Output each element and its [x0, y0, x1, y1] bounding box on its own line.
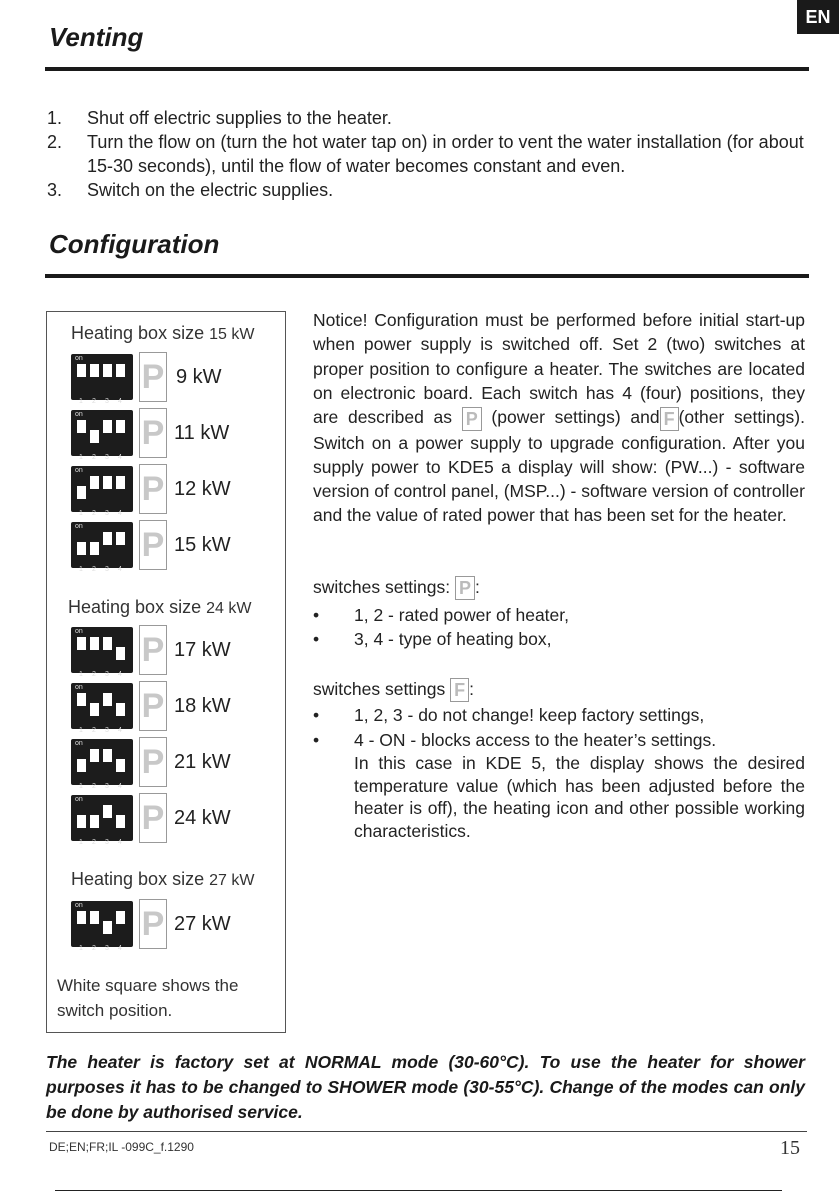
power-label: 11 kW [174, 422, 230, 444]
dip-lever [90, 532, 99, 555]
venting-rule [45, 67, 809, 71]
dip-lever-off [103, 377, 112, 387]
dip-number: 4 [118, 839, 122, 846]
dip-lever [103, 476, 112, 499]
dip-lever-off [103, 762, 112, 772]
dip-lever-off [90, 489, 99, 499]
dip-on-label: on [75, 411, 83, 418]
p-marker-icon: P [139, 464, 167, 514]
dip-number: 2 [92, 727, 96, 734]
dip-number: 1 [79, 671, 83, 678]
f-marker-icon: F [660, 407, 679, 431]
box-note: White square shows the switch position. [57, 976, 239, 1020]
dip-number: 1 [79, 783, 83, 790]
dip-lever [77, 476, 86, 499]
dip-number: 3 [105, 454, 109, 461]
f-bullet-2: • 4 - ON - blocks access to the heater’s settings. [313, 730, 717, 750]
power-label: 21 kW [174, 751, 231, 773]
dip-number: 1 [79, 510, 83, 517]
switch-config-box [46, 311, 286, 1033]
dip-lever [116, 637, 125, 660]
dip-lever [77, 911, 86, 934]
dip-on-label: on [75, 796, 83, 803]
dip-number: 2 [92, 454, 96, 461]
dip-lever-off [77, 924, 86, 934]
power-label: 24 kW [174, 807, 231, 829]
dip-lever-off [90, 377, 99, 387]
dip-lever [77, 749, 86, 772]
p-marker-icon: P [455, 576, 475, 600]
p-marker-icon: P [139, 681, 167, 731]
dip-lever-on [116, 749, 125, 759]
dip-lever [90, 420, 99, 443]
dip-lever-off [103, 433, 112, 443]
dip-on-label: on [75, 740, 83, 747]
dip-lever [90, 805, 99, 828]
venting-step-2 [47, 130, 807, 178]
dip-lever [103, 911, 112, 934]
dip-number: 1 [79, 454, 83, 461]
dip-lever-on [77, 749, 86, 759]
dip-on-label: on [75, 628, 83, 635]
dip-number: 1 [79, 839, 83, 846]
dip-number: 1 [79, 566, 83, 573]
p-marker-icon: P [139, 408, 167, 458]
dip-lever-off [116, 433, 125, 443]
p-marker-icon: P [139, 899, 167, 949]
dip-lever-off [77, 377, 86, 387]
switch-row [71, 466, 271, 516]
dip-lever-on [116, 805, 125, 815]
page-number: 15 [780, 1137, 800, 1159]
dip-lever-on [116, 637, 125, 647]
dip-lever [90, 693, 99, 716]
dip-switch-icon [71, 683, 133, 734]
p-marker-icon: P [462, 407, 482, 431]
dip-lever [90, 637, 99, 660]
dip-lever [103, 532, 112, 555]
dip-number: 1 [79, 945, 83, 952]
dip-switch-icon [71, 739, 133, 790]
dip-lever-off [116, 489, 125, 499]
dip-lever [103, 420, 112, 443]
dip-lever [90, 364, 99, 387]
dip-lever [103, 749, 112, 772]
dip-number: 1 [79, 727, 83, 734]
dip-number: 3 [105, 510, 109, 517]
p-settings-heading: switches settings: P : [313, 577, 480, 599]
switch-row [71, 901, 271, 951]
dip-switch-icon [71, 795, 133, 846]
dip-lever [116, 911, 125, 934]
dip-number: 4 [118, 945, 122, 952]
dip-number: 4 [118, 454, 122, 461]
p-bullet-2: • 3, 4 - type of heating box, [313, 629, 552, 649]
footer-rule [46, 1131, 807, 1132]
dip-lever [77, 637, 86, 660]
dip-lever-off [90, 650, 99, 660]
language-badge: EN [797, 0, 839, 34]
dip-lever [103, 805, 112, 828]
p-marker-icon: P [139, 625, 167, 675]
dip-lever [116, 364, 125, 387]
venting-title: Venting [49, 22, 144, 52]
dip-lever-off [116, 924, 125, 934]
switch-row [71, 410, 271, 460]
dip-number: 2 [92, 783, 96, 790]
dip-number: 3 [105, 727, 109, 734]
dip-lever [77, 693, 86, 716]
dip-lever [116, 420, 125, 443]
dip-lever-on [77, 476, 86, 486]
step-number: 1. [47, 108, 63, 128]
step-text: Shut off electric supplies to the heater. [87, 108, 392, 128]
power-label: 18 kW [174, 695, 231, 717]
dip-lever [77, 420, 86, 443]
dip-lever-off [103, 818, 112, 828]
dip-number: 4 [118, 671, 122, 678]
dip-lever-off [116, 545, 125, 555]
switch-row [71, 627, 271, 677]
step-text: Switch on the electric supplies. [87, 180, 334, 200]
dip-switch-icon [71, 466, 133, 517]
group-title-27kw: Heating box size 27 kW [71, 869, 255, 889]
dip-lever [116, 693, 125, 716]
dip-switch-icon [71, 354, 133, 405]
switch-row [71, 795, 271, 845]
dip-switch-icon [71, 901, 133, 952]
dip-switch-icon [71, 627, 133, 678]
dip-number: 3 [105, 783, 109, 790]
dip-lever [90, 476, 99, 499]
dip-lever-off [90, 924, 99, 934]
notice-paragraph: Notice! Configuration must be performed before initial start-up when power supply is switched off. Set 2 (two) switches at proper position to configure a heater. The switches are located on electronic board. Each switch has 4 (four) positions, they are described as P (power settings) and F (other settings). Switch on a power supply to upgrade configuration. After you supply power to KDE5 a display will show: (PW...) - software version of control panel, (MSP...) - software version of controller and the value of rated power that has been set for the heater. [313, 310, 805, 526]
switch-row [71, 522, 271, 572]
dip-lever-off [116, 377, 125, 387]
dip-number: 2 [92, 671, 96, 678]
p-marker-icon: P [139, 352, 167, 402]
p-marker-icon: P [139, 793, 167, 843]
dip-lever [90, 911, 99, 934]
dip-lever [116, 805, 125, 828]
dip-lever-off [77, 433, 86, 443]
dip-lever [103, 364, 112, 387]
group-title-24kw: Heating box size 24 kW [68, 597, 252, 617]
dip-lever-on [103, 911, 112, 921]
dip-lever [90, 749, 99, 772]
dip-number: 2 [92, 945, 96, 952]
switch-row [71, 683, 271, 733]
dip-lever-on [90, 420, 99, 430]
dip-lever [77, 532, 86, 555]
step-number: 2. [47, 132, 63, 152]
dip-on-label: on [75, 523, 83, 530]
dip-number: 3 [105, 945, 109, 952]
dip-lever [116, 749, 125, 772]
factory-mode-note: The heater is factory set at NORMAL mode (30-60°C). To use the heater for shower purposes it has to be changed to SHOWER mode (30-55°C). Change of the modes can only be done by authorised service. [46, 1052, 805, 1122]
dip-lever-on [116, 693, 125, 703]
venting-step-3 [47, 178, 807, 202]
dip-lever [103, 693, 112, 716]
dip-number: 4 [118, 727, 122, 734]
dip-on-label: on [75, 355, 83, 362]
f-bullet-1: • 1, 2, 3 - do not change! keep factory settings, [313, 705, 705, 725]
dip-number: 4 [118, 398, 122, 405]
p-bullet-1: • 1, 2 - rated power of heater, [313, 605, 569, 625]
power-label: 12 kW [174, 478, 231, 500]
switch-row [71, 739, 271, 789]
dip-number: 1 [79, 398, 83, 405]
dip-lever-off [103, 650, 112, 660]
dip-number: 2 [92, 398, 96, 405]
dip-number: 2 [92, 566, 96, 573]
dip-number: 3 [105, 566, 109, 573]
dip-on-label: on [75, 467, 83, 474]
document-code: DE;EN;FR;IL -099C_f.1290 [49, 1140, 194, 1154]
dip-on-label: on [75, 902, 83, 909]
dip-lever-on [90, 532, 99, 542]
dip-on-label: on [75, 684, 83, 691]
dip-lever-on [77, 805, 86, 815]
dip-lever [116, 532, 125, 555]
p-marker-icon: P [139, 737, 167, 787]
dip-switch-icon [71, 522, 133, 573]
power-label: 15 kW [174, 534, 231, 556]
dip-lever-on [77, 532, 86, 542]
p-marker-icon: P [139, 520, 167, 570]
dip-lever [116, 476, 125, 499]
configuration-rule [45, 274, 809, 278]
dip-number: 2 [92, 839, 96, 846]
dip-lever-off [77, 650, 86, 660]
dip-lever-on [90, 693, 99, 703]
dip-number: 4 [118, 566, 122, 573]
venting-step-1 [47, 106, 807, 130]
power-label: 27 kW [174, 913, 231, 935]
dip-lever-off [90, 762, 99, 772]
dip-lever [77, 805, 86, 828]
f-settings-heading: switches settings F : [313, 679, 475, 701]
group-title-15kw: Heating box size 15 kW [71, 323, 255, 343]
dip-lever-off [103, 545, 112, 555]
dip-lever-off [103, 489, 112, 499]
dip-lever-off [103, 706, 112, 716]
power-label: 17 kW [174, 639, 231, 661]
dip-number: 4 [118, 783, 122, 790]
step-number: 3. [47, 180, 63, 200]
dip-lever [103, 637, 112, 660]
dip-number: 2 [92, 510, 96, 517]
dip-number: 3 [105, 839, 109, 846]
configuration-title: Configuration [49, 229, 220, 259]
f-bullet-2-detail: In this case in KDE 5, the display shows the desired temperature value (which has been adjusted before the heater is off), the heating icon and other possible working characteristics. [354, 753, 805, 841]
dip-number: 4 [118, 510, 122, 517]
dip-lever-on [90, 805, 99, 815]
dip-number: 3 [105, 671, 109, 678]
step-text: Turn the flow on (turn the hot water tap on) in order to vent the water installation (for about 15-30 seconds), until the flow of water becomes constant and even. [87, 132, 804, 176]
power-label: 9 kW [176, 366, 222, 388]
switch-row [71, 354, 271, 404]
dip-lever-off [77, 706, 86, 716]
dip-number: 3 [105, 398, 109, 405]
dip-switch-icon [71, 410, 133, 461]
f-marker-icon: F [450, 678, 469, 702]
dip-lever [77, 364, 86, 387]
